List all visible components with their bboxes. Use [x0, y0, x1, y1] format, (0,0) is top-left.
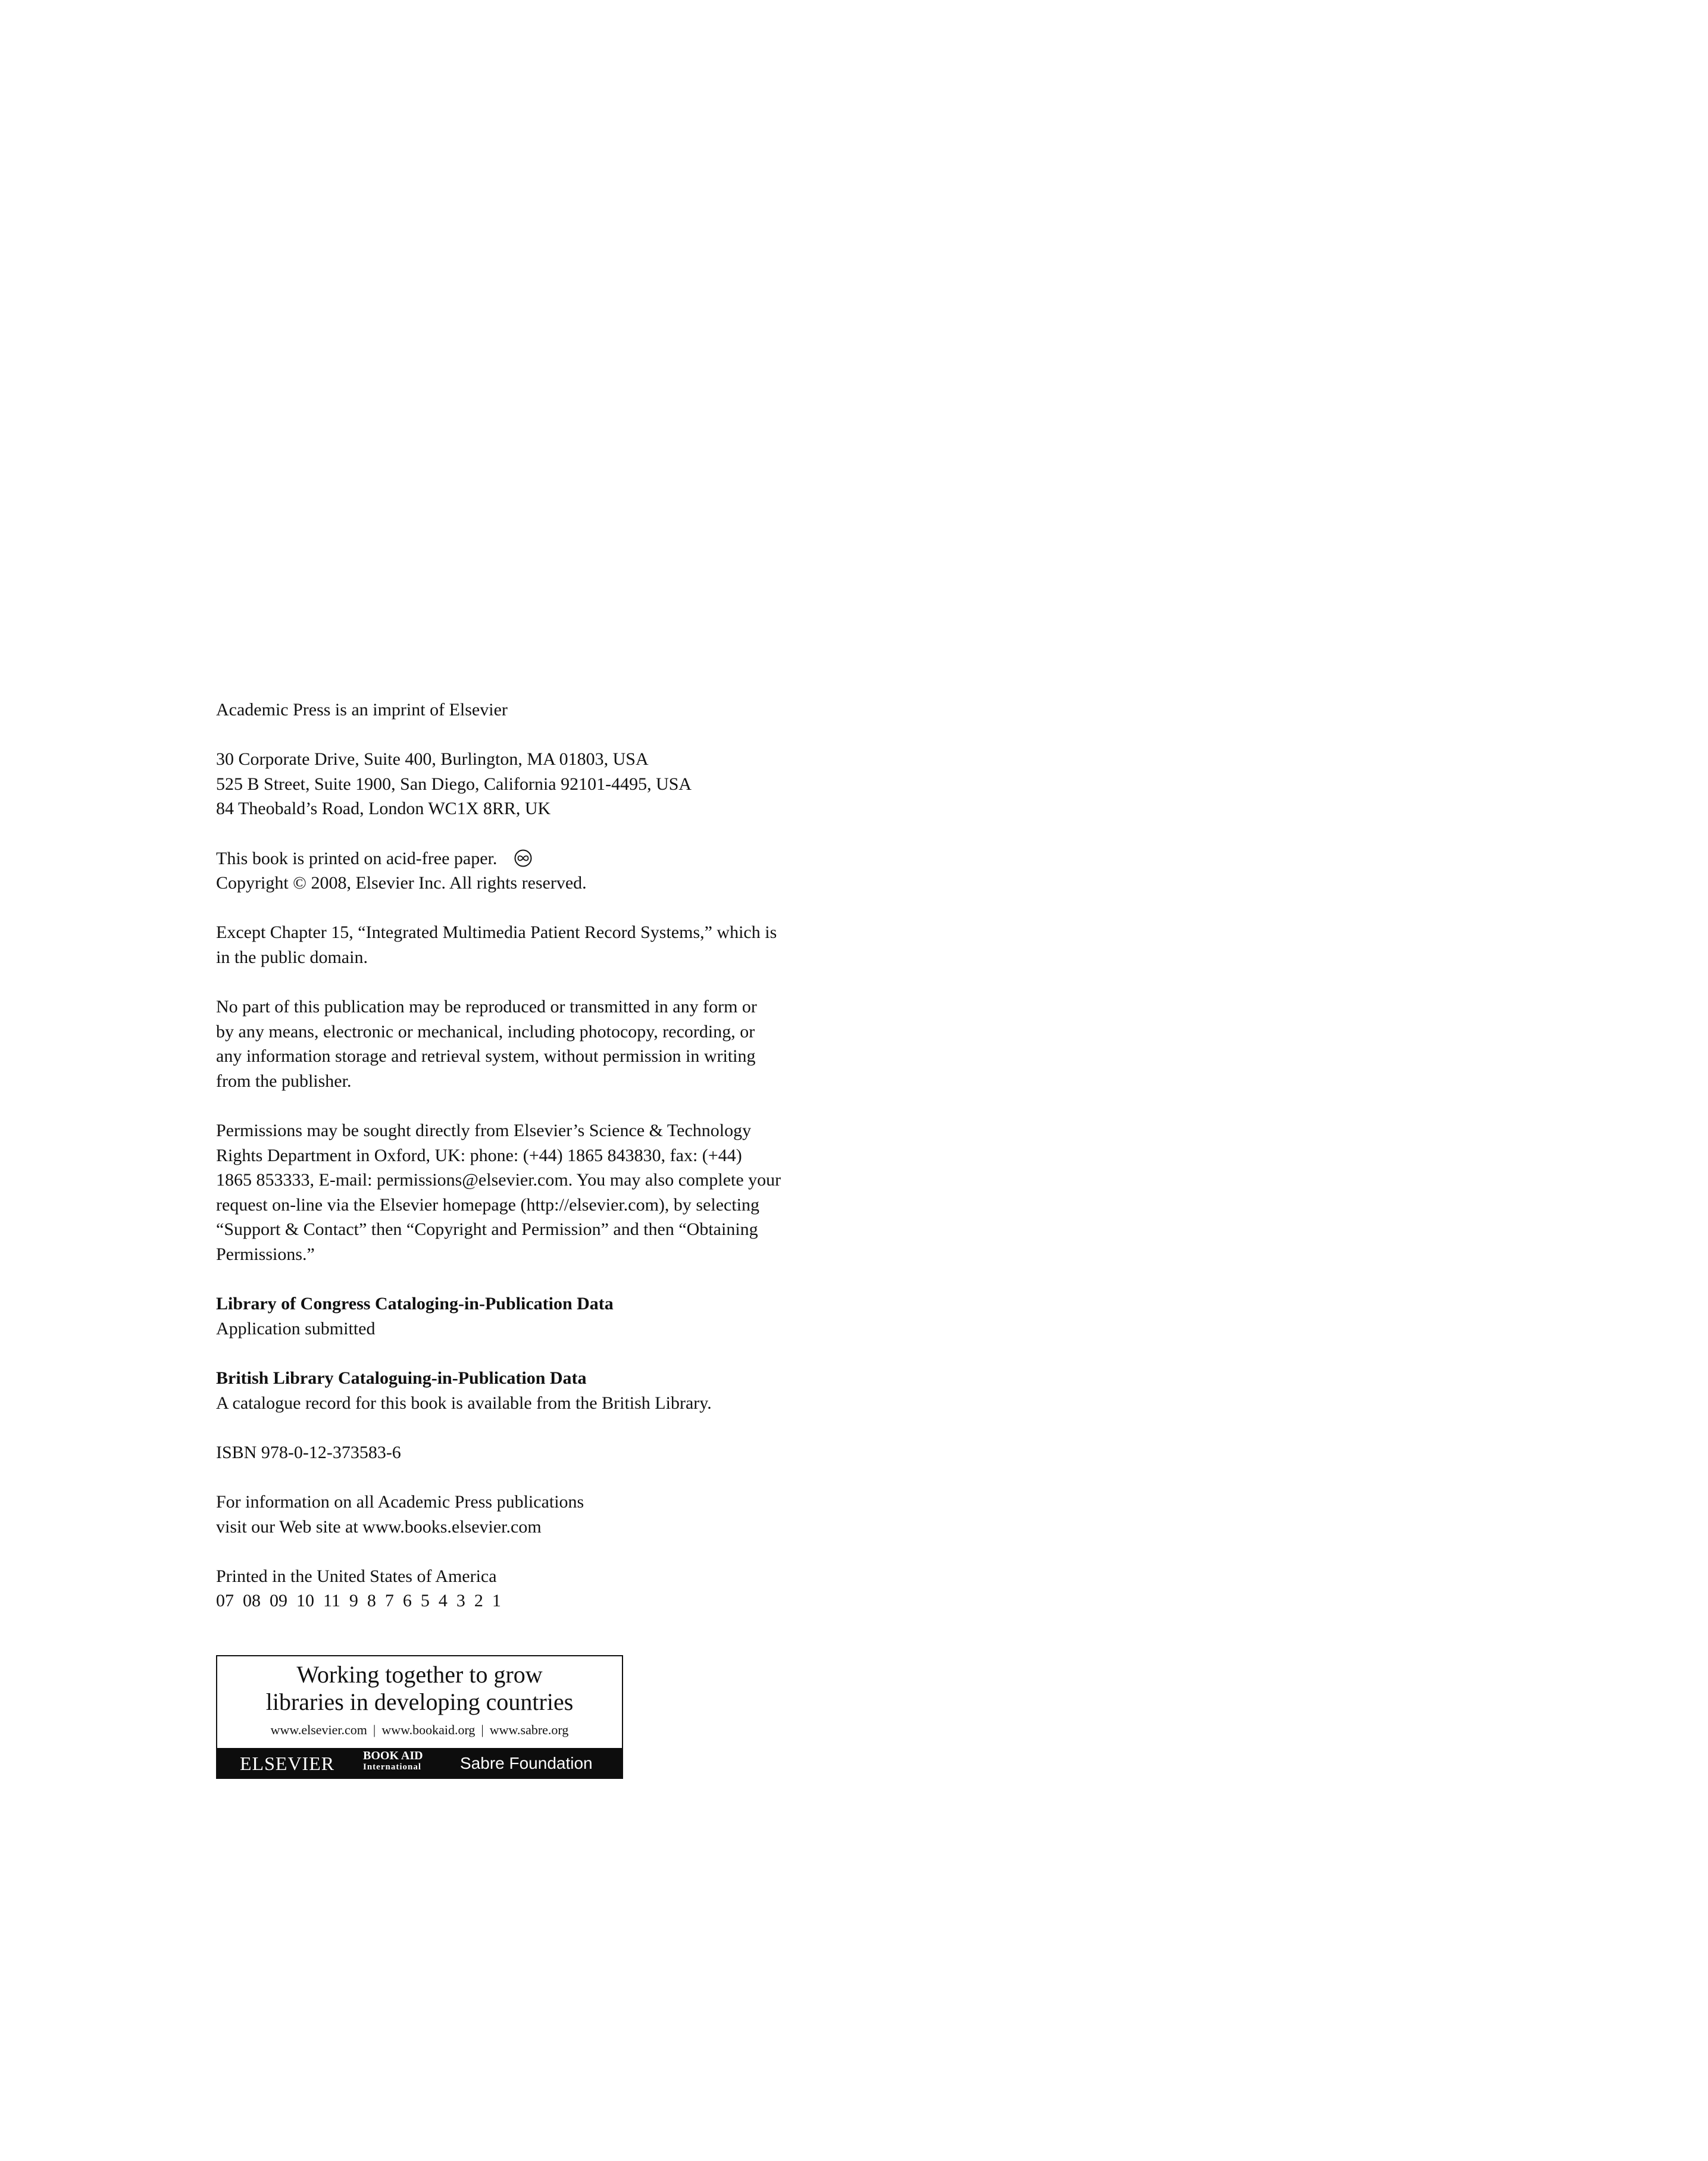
copyright-page-text — [216, 698, 847, 1638]
elsevier-logo: ELSEVIER — [240, 1753, 335, 1774]
address-line: 30 Corporate Drive, Suite 400, Burlington, MA 01803, USA — [216, 749, 649, 770]
acid-free-line — [216, 846, 847, 871]
infinity-circle-icon — [514, 849, 533, 868]
bl-cip-data — [216, 1366, 847, 1415]
isbn-block — [216, 1440, 847, 1465]
notice-line: by any means, electronic or mechanical, including photocopy, recording, or — [216, 1021, 755, 1042]
banner-headline-line: Working together to grow — [296, 1661, 543, 1688]
notice-line: any information storage and retrieval system, without permission in writing — [216, 1046, 756, 1067]
permissions-line: “Support & Contact” then “Copyright and Permission” and then “Obtaining — [216, 1219, 758, 1240]
info-line: visit our Web site at www.books.elsevier.com — [216, 1516, 542, 1537]
reproduction-notice — [216, 995, 847, 1093]
permissions-line: Rights Department in Oxford, UK: phone: (+44) 1865 843830, fax: (+44) — [216, 1145, 742, 1165]
printed-in: Printed in the United States of America — [216, 1566, 497, 1586]
permissions-line: Permissions.” — [216, 1244, 315, 1265]
banner-headline — [217, 1661, 622, 1716]
imprint-statement — [216, 698, 847, 723]
sabre-url: www.sabre.org — [489, 1722, 569, 1737]
publisher-addresses — [216, 747, 847, 821]
banner-headline-line: libraries in developing countries — [265, 1688, 574, 1715]
loc-heading: Library of Congress Cataloging-in-Publication Data — [216, 1294, 614, 1314]
bookaid-logo-line: BOOK AID — [363, 1749, 423, 1762]
info-line: For information on all Academic Press publications — [216, 1492, 584, 1512]
bookaid-logo-line: International — [363, 1762, 422, 1772]
isbn: ISBN 978-0-12-373583-6 — [216, 1442, 401, 1462]
notice-line: from the publisher. — [216, 1071, 352, 1091]
public-domain-exception — [216, 920, 847, 970]
copyright-line: Copyright © 2008, Elsevier Inc. All rights reserved. — [216, 873, 587, 893]
permissions-line: 1865 853333, E-mail: permissions@elsevier.com. You may also complete your — [216, 1170, 781, 1190]
address-line: 84 Theobald’s Road, London WC1X 8RR, UK — [216, 799, 551, 819]
bl-text: A catalogue record for this book is available from the British Library. — [216, 1393, 712, 1413]
banner-logo-strip — [217, 1748, 622, 1778]
permissions-line: Permissions may be sought directly from Elsevier’s Science & Technology — [216, 1121, 752, 1141]
loc-cip-data — [216, 1291, 847, 1341]
address-line: 525 B Street, Suite 1900, San Diego, California 92101-4495, USA — [216, 774, 692, 794]
bookaid-logo — [363, 1750, 423, 1773]
notice-line: No part of this publication may be reproduced or transmitted in any form or — [216, 997, 757, 1017]
loc-text: Application submitted — [216, 1318, 376, 1338]
exception-line: Except Chapter 15, “Integrated Multimedia Patient Record Systems,” which is — [216, 922, 777, 943]
libraries-banner — [216, 1655, 623, 1779]
exception-line: in the public domain. — [216, 947, 368, 967]
print-number-line: 07 08 09 10 11 9 8 7 6 5 4 3 2 1 — [216, 1591, 501, 1611]
paper-and-copyright — [216, 846, 847, 896]
banner-urls — [217, 1722, 622, 1738]
elsevier-url: www.elsevier.com — [270, 1722, 367, 1737]
permissions-notice — [216, 1118, 847, 1267]
acid-free-text: This book is printed on acid-free paper. — [216, 848, 498, 868]
permissions-line: request on-line via the Elsevier homepage (http://elsevier.com), by selecting — [216, 1194, 760, 1215]
url-separator: | — [481, 1722, 484, 1737]
imprint-text: Academic Press is an imprint of Elsevier — [216, 700, 508, 720]
bl-heading: British Library Cataloguing-in-Publication Data — [216, 1368, 587, 1388]
url-separator: | — [373, 1722, 376, 1737]
printing-info — [216, 1564, 847, 1613]
publications-info — [216, 1490, 847, 1539]
sabre-foundation-logo: Sabre Foundation — [460, 1754, 593, 1772]
bookaid-url: www.bookaid.org — [381, 1722, 476, 1737]
